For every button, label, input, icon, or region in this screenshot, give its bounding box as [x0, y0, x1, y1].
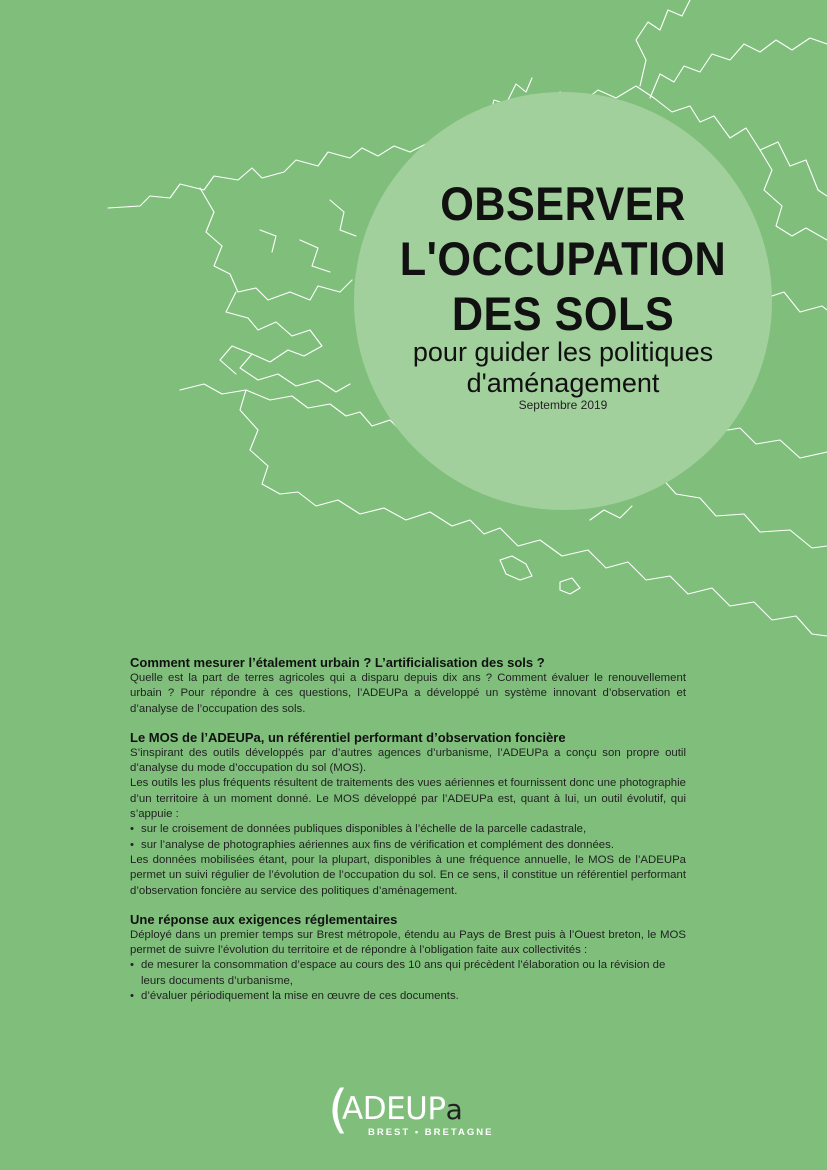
section-mos [130, 729, 686, 899]
adeupa-logo [328, 1080, 498, 1144]
page-subtitle [354, 337, 772, 399]
section-heading: Une réponse aux exigences réglementaires [130, 911, 398, 927]
paragraph: Les outils les plus fréquents résultent de traitements des vues aériennes et fournissent donc une photographie d’un territoire à un moment donné. Le MOS développé par l’ADEUPa est, quant à lui, un outil évolutif, qui s’appuie : [130, 777, 686, 821]
title-block [354, 92, 772, 510]
logo-suffix: a [445, 1093, 463, 1126]
logo-paren: ( [328, 1080, 349, 1140]
section-etalement [130, 654, 686, 717]
logo-main: ADEUP [342, 1091, 446, 1127]
paragraph: S’inspirant des outils développés par d’autres agences d’urbanisme, l’ADEUPa a conçu son propre outil d’analyse du mode d’occupation du sol (MOS). [130, 746, 686, 775]
subtitle-line-1: pour guider les politiques [412, 337, 714, 367]
list-item: • de mesurer la consommation d’espace au cours des 10 ans qui précèdent l’élaboration ou la révision de leurs documents d’urbanisme, [130, 958, 686, 989]
bullet-list [130, 958, 686, 1004]
list-item: • sur le croisement de données publiques disponibles à l’échelle de la parcelle cadastrale, [130, 822, 686, 837]
paragraph: Déployé dans un premier temps sur Brest métropole, étendu au Pays de Brest puis à l’Ouest breton, le MOS permet de suivre l’évolution du territoire et de répondre à l’obligation faite aux collectivités : [130, 928, 686, 957]
list-item: • d’évaluer périodiquement la mise en œuvre de ces documents. [130, 989, 686, 1004]
subtitle-line-2: d'aménagement [466, 368, 660, 398]
bullet-list [130, 822, 686, 853]
list-item: • sur l’analyse de photographies aériennes aux fins de vérification et complément des données. [130, 838, 686, 853]
paragraph: Les données mobilisées étant, pour la plupart, disponibles à une fréquence annuelle, le MOS de l’ADEUPa permet un suivi régulier de l’évolution de l’occupation du sol. En ce sens, il constitue un référentiel performant d’observation foncière au service des politiques d’aménagement. [130, 853, 686, 897]
title-line-3: DES SOLS [451, 287, 675, 340]
publication-date: Septembre 2019 [518, 398, 608, 412]
section-heading: Le MOS de l’ADEUPa, un référentiel performant d’observation foncière [130, 729, 566, 745]
title-line-2: L'OCCUPATION [399, 232, 727, 285]
section-reglementaire [130, 911, 686, 1004]
page-title [371, 176, 756, 341]
body-content [130, 654, 686, 1016]
section-heading: Comment mesurer l’étalement urbain ? L’artificialisation des sols ? [130, 655, 545, 670]
logo-tagline: BREST • BRETAGNE [368, 1127, 494, 1138]
paragraph: Quelle est la part de terres agricoles qui a disparu depuis dix ans ? Comment évaluer le renouvellement urbain ? Pour répondre à ces questions, l’ADEUPa a développé un système innovant d’observation et d’analyse de l’occupation des sols. [130, 672, 686, 715]
title-line-1: OBSERVER [440, 177, 686, 230]
logo-wordmark [342, 1092, 462, 1127]
